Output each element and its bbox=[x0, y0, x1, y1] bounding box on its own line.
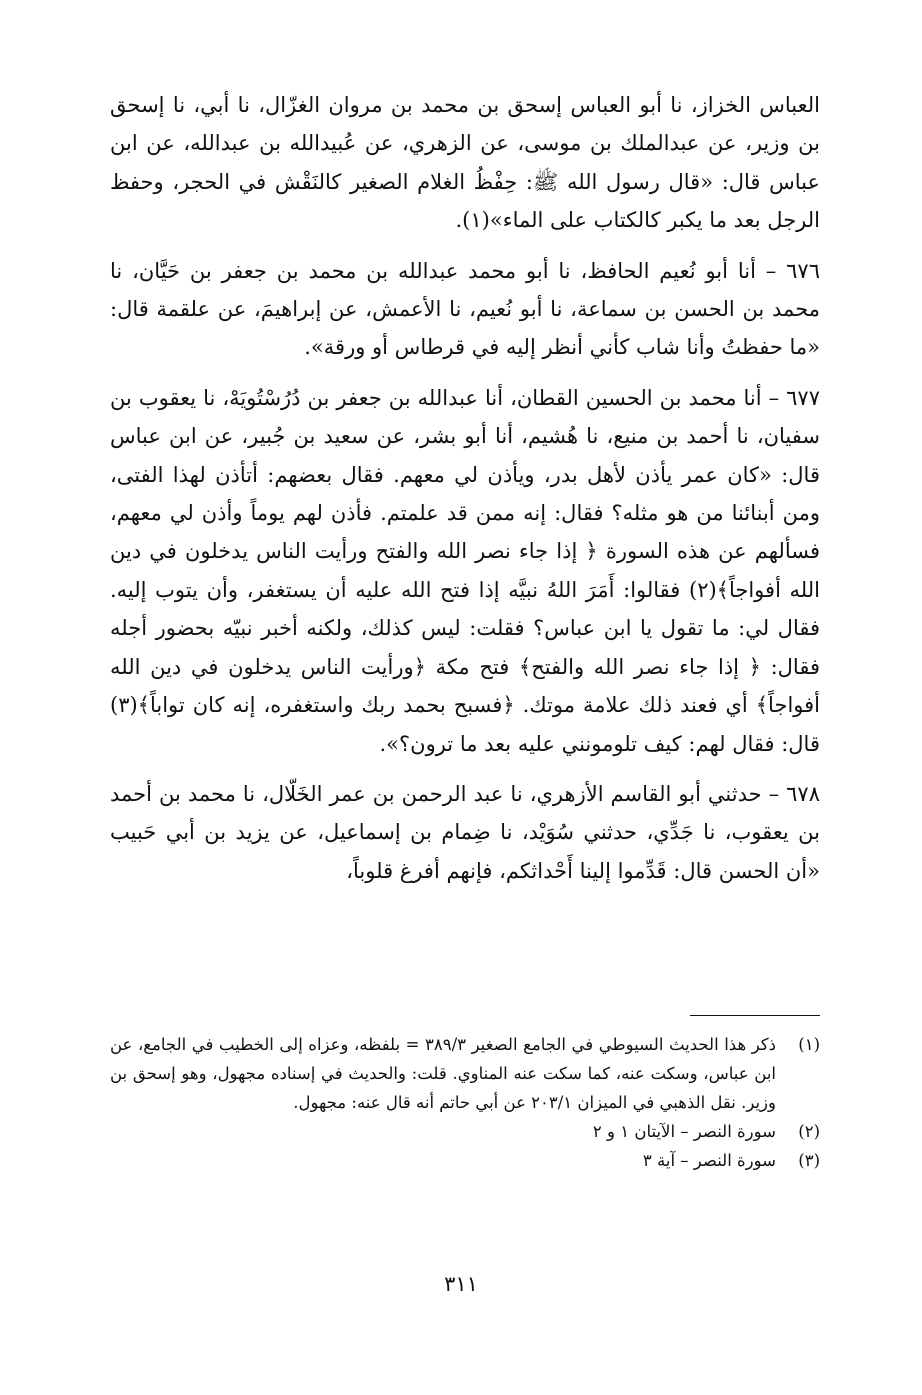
footnotes bbox=[110, 1030, 820, 1175]
paragraph-676: ٦٧٦ – أنا أبو نُعيم الحافظ، نا أبو محمد عبدالله بن محمد بن جعفر بن حَيَّان، نا محمد بن الحسن بن سماعة، نا أبو نُعيم، نا الأعمش، عن إبراهيمَ، عن علقمة قال: «ما حفظتُ وأنا شاب كأني أنظر إليه في قرطاس أو ورقة». bbox=[110, 258, 820, 360]
paragraph-continuation: العباس الخزاز، نا أبو العباس إسحق بن محمد بن مروان الغزّال، نا أبي، نا إسحق بن وزير، عن عبدالملك بن موسى، عن الزهري، عن عُبيدالله بن عبدالله، عن ابن عباس قال: «قال رسول الله ﷺ: حِفْظُ الغلام الصغير كالنَقْش في الحجر، وحفظ الرجل بعد ما يكبر كالكتاب على الماء»(١). bbox=[110, 93, 820, 233]
footnote-text: سورة النصر – الآيتان ١ و ٢ bbox=[592, 1122, 776, 1141]
footnote-number: (٢) bbox=[798, 1122, 820, 1141]
footnote-number: (١) bbox=[798, 1035, 820, 1054]
footnote-3 bbox=[110, 1146, 820, 1175]
footnote-1 bbox=[110, 1030, 820, 1117]
footnote-2 bbox=[110, 1117, 820, 1146]
main-text bbox=[110, 86, 820, 902]
paragraph-678: ٦٧٨ – حدثني أبو القاسم الأزهري، نا عبد الرحمن بن عمر الخَلّال، نا محمد بن أحمد بن يعقوب، نا جَدِّي، حدثني سُوَيْد، نا ضِمام بن إسماعيل، عن يزيد بن أبي حَبيب «أن الحسن قال: قَدِّموا إلينا أَحْداثكم، فإنهم أفرغ قلوباً، bbox=[110, 781, 820, 883]
footnote-text: سورة النصر – آية ٣ bbox=[642, 1151, 776, 1170]
paragraph-677: ٦٧٧ – أنا محمد بن الحسين القطان، أنا عبدالله بن جعفر بن دُرُسْتُويَهْ، نا يعقوب بن سفيان، نا أحمد بن منيع، نا هُشيم، أنا أبو بشر، عن سعيد بن جُبير، عن ابن عباس قال: «كان عمر يأذن لأهل بدر، ويأذن لي معهم. فقال بعضهم: أتأذن لهذا الفتى، ومن أبنائنا من هو مثله؟ فقال: إنه ممن قد علمتم. فأذن لهم يوماً وأذن لي معهم، فسألهم عن هذه السورة ﴿ إذا جاء نصر الله والفتح ورأيت الناس يدخلون في دين الله أفواجاً﴾(٢) فقالوا: أَمَرَ اللهُ نبيَّه إذا فتح الله عليه أن يستغفر، وأن يتوب إليه. فقال لي: ما تقول يا ابن عباس؟ فقلت: ليس كذلك، ولكنه أخبر نبيّه بحضور أجله فقال: ﴿ إذا جاء نصر الله والفتح﴾ فتح مكة ﴿ورأيت الناس يدخلون في دين الله أفواجاً﴾ أي فعند ذلك علامة موتك. ﴿فسبح بحمد ربك واستغفره، إنه كان تواباً﴾(٣) قال: فقال لهم: كيف تلومونني عليه بعد ما ترون؟». bbox=[110, 385, 820, 756]
footnote-text: ذكر هذا الحديث السيوطي في الجامع الصغير ٣٨٩/٣ = بلفظه، وعزاه إلى الخطيب في الجامع، عن ابن عباس، وسكت عنه، كما سكت عنه المناوي. قلت: والحديث في إسناده مجهول، وهو إسحق بن وزير. نقل الذهبي في الميزان ٢٠٣/١ عن أبي حاتم أنه قال عنه: مجهول. bbox=[110, 1035, 776, 1112]
page-number: ٣١١ bbox=[444, 1272, 478, 1296]
footnote-separator bbox=[690, 1015, 820, 1016]
footnote-number: (٣) bbox=[798, 1151, 820, 1170]
